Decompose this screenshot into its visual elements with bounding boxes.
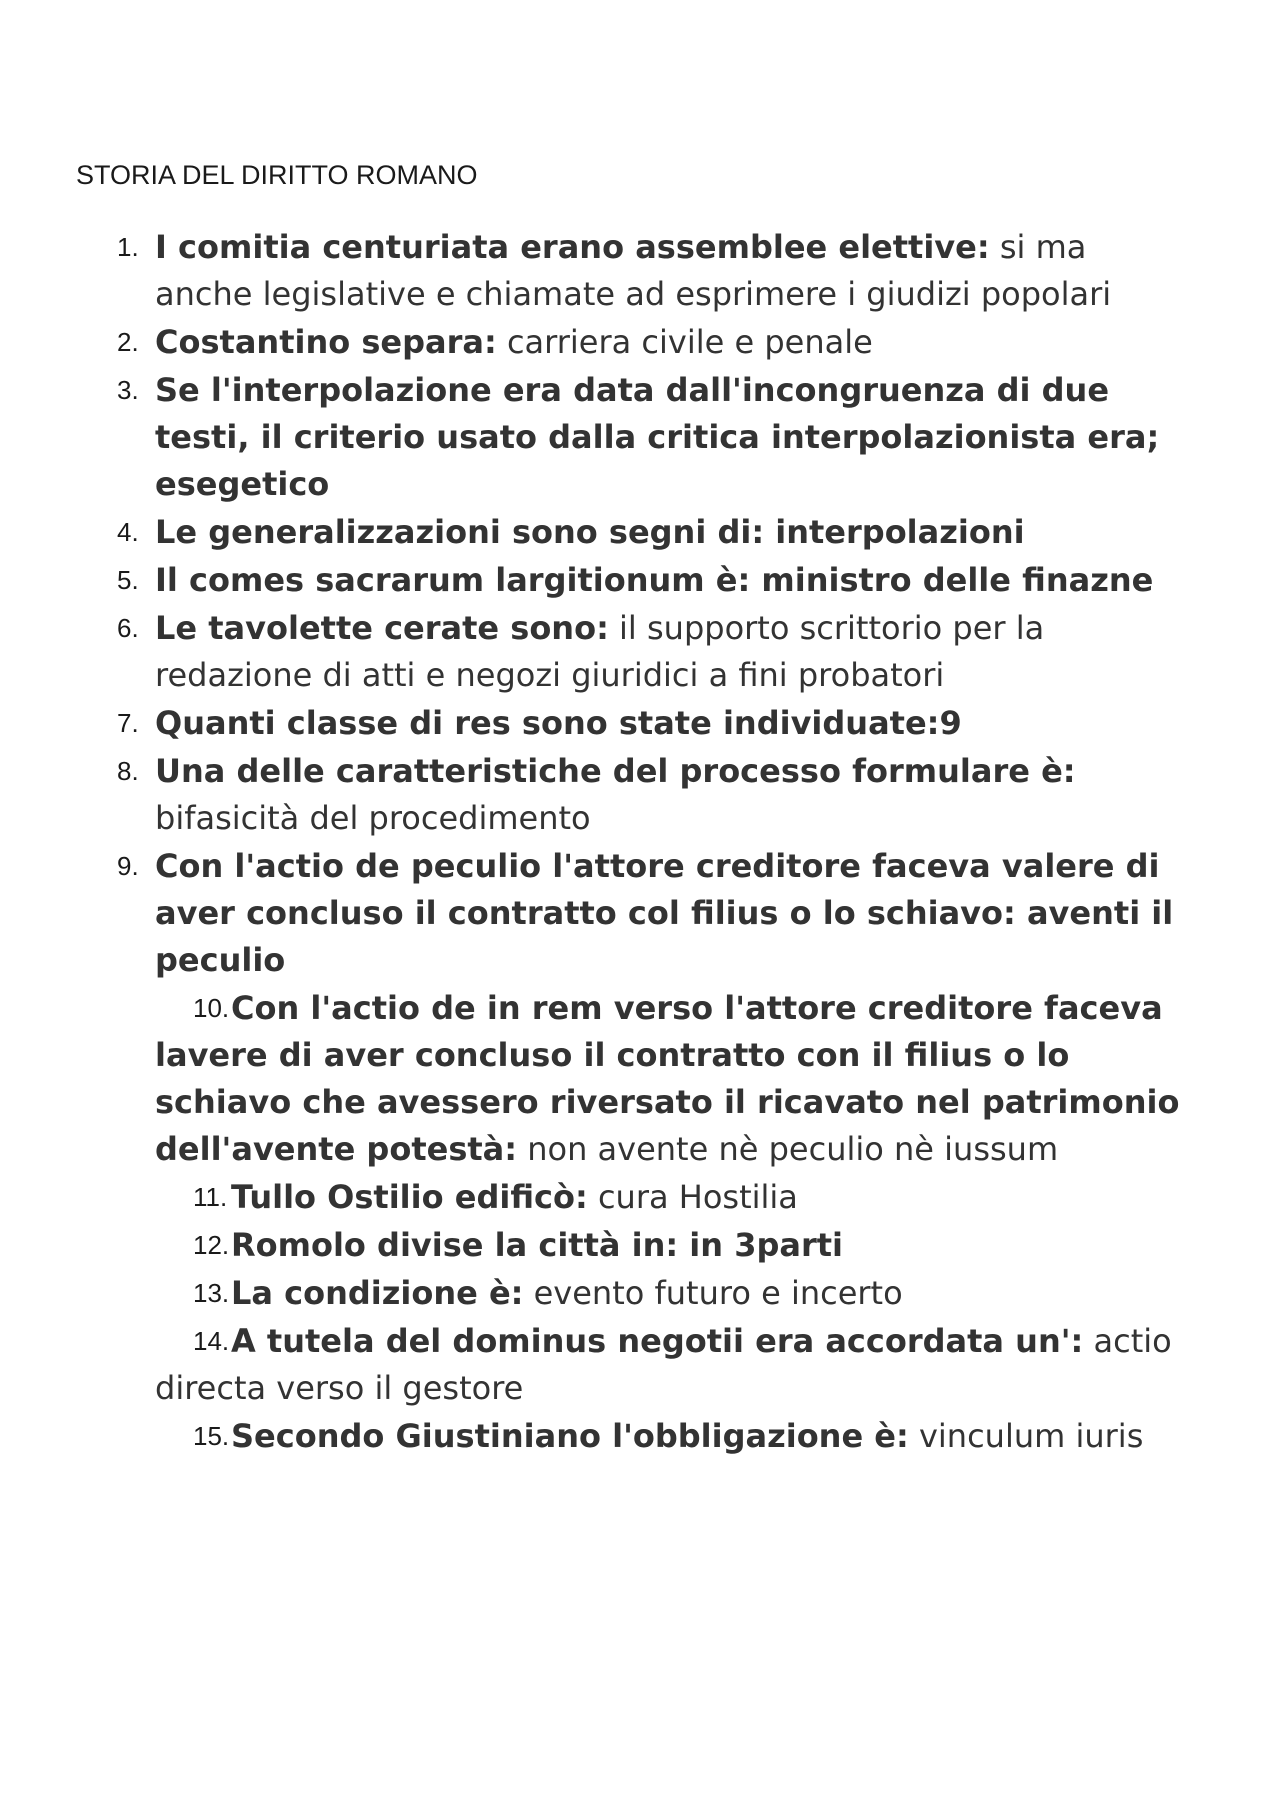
question-text: Le tavolette cerate sono:: [155, 609, 609, 647]
answer-text: carriera civile e penale: [496, 323, 873, 361]
item-number: 3.: [117, 375, 139, 405]
item-number: 12.: [193, 1230, 230, 1260]
question-text: Costantino separa:: [155, 323, 497, 361]
list-item: [0, 319, 1280, 366]
item-number: 10.: [193, 993, 230, 1023]
question-text: Se l'interpolazione era data dall'incongruenza di due testi, il criterio usato dalla critica interpolazionista era; esegetico: [155, 371, 1160, 503]
answer-text: non avente nè peculio nè iussum: [517, 1130, 1059, 1168]
answer-text: cura Hostilia: [587, 1178, 798, 1216]
item-number: 5.: [117, 565, 139, 595]
question-text: Il comes sacrarum largitionum è: ministro delle finazne: [155, 561, 1154, 599]
question-text: Secondo Giustiniano l'obbligazione è:: [231, 1417, 909, 1455]
list-item: [0, 1318, 1280, 1412]
question-text: Tullo Ostilio edificò:: [231, 1178, 588, 1216]
question-text: Con l'actio de in rem verso l'attore creditore faceva lavere di aver concluso il contratto con il filius o lo schiavo che avessero riversato il ricavato nel patrimonio dell'avente potestà:: [155, 989, 1180, 1168]
answer-text: vinculum iuris: [908, 1417, 1144, 1455]
question-text: I comitia centuriata erano assemblee elettive:: [155, 228, 990, 266]
answer-text: evento futuro e incerto: [523, 1274, 903, 1312]
item-number: 1.: [117, 232, 139, 262]
item-number: 8.: [117, 756, 139, 786]
list-item: [0, 1413, 1280, 1460]
list-item: [0, 605, 1280, 699]
question-text: Romolo divise la città in: in 3parti: [231, 1226, 843, 1264]
question-list: [0, 224, 1280, 1461]
item-number: 7.: [117, 708, 139, 738]
list-item: [0, 224, 1280, 318]
list-item: [0, 1222, 1280, 1269]
list-item: [0, 1174, 1280, 1221]
document-title: STORIA DEL DIRITTO ROMANO: [76, 160, 478, 190]
question-text: A tutela del dominus negotii era accordata un':: [231, 1322, 1084, 1360]
list-item: [0, 1270, 1280, 1317]
item-number: 13.: [193, 1278, 230, 1308]
item-number: 14.: [193, 1326, 230, 1356]
answer-text: il supporto scrittorio per la redazione di atti e negozi giuridici a fini probatori: [155, 609, 1045, 694]
list-item: [0, 700, 1280, 747]
answer-text: actio directa verso il gestore: [155, 1322, 1172, 1407]
question-text: Una delle caratteristiche del processo formulare è:: [155, 752, 1076, 790]
list-item: [0, 985, 1280, 1173]
list-item: [0, 367, 1280, 508]
item-number: 6.: [117, 613, 139, 643]
list-item: [0, 509, 1280, 556]
answer-text: si ma anche legislative e chiamate ad esprimere i giudizi popolari: [155, 228, 1112, 313]
item-number: 15.: [193, 1421, 230, 1451]
item-number: 2.: [117, 327, 139, 357]
question-text: La condizione è:: [231, 1274, 524, 1312]
item-number: 11.: [193, 1182, 228, 1212]
list-item: [0, 748, 1280, 842]
list-item: [0, 843, 1280, 984]
question-text: Quanti classe di res sono state individuate:9: [155, 704, 962, 742]
item-number: 4.: [117, 517, 139, 547]
item-number: 9.: [117, 851, 139, 881]
question-text: Con l'actio de peculio l'attore creditore faceva valere di aver concluso il contratto col filius o lo schiavo: aventi il peculio: [155, 847, 1174, 979]
question-text: Le generalizzazioni sono segni di: interpolazioni: [155, 513, 1025, 551]
list-item: [0, 557, 1280, 604]
answer-text: bifasicità del procedimento: [155, 799, 591, 837]
